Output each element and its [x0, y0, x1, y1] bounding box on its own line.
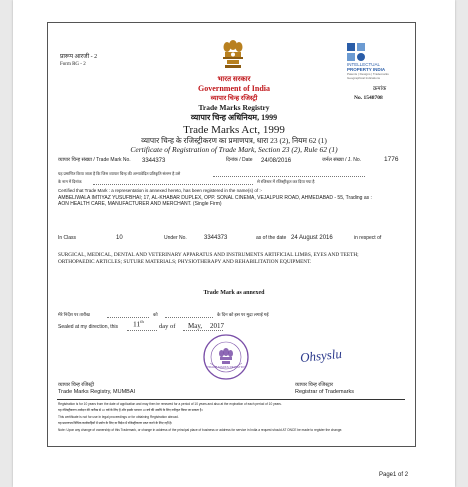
- owner-details: AMBELIWALA IMTIYAZ YUSUFBHAI; 17, AL-KHABAR DUPLEX, OPP. SONAL CINEMA, VEJALPUR ROAD, AHMEDABAD - 55, Trading as : AON HEALTH CARE, MANUFACTURER AND MERCHANT. (Single Firm): [58, 195, 372, 208]
- national-emblem-icon: [220, 38, 246, 72]
- left-sign-hindi: व्यापार चिन्ह रजिस्ट्री: [58, 383, 95, 388]
- certified-english: Certified that Trade Mark : a representation is annexed hereto, has been registered in the name(s) of :-: [58, 188, 263, 193]
- in-class-label: In Class: [58, 235, 77, 241]
- as-of-label: as of the date: [256, 235, 287, 241]
- government-hindi: भारत सरकार: [217, 75, 251, 83]
- class-value: 10: [116, 235, 123, 241]
- trade-mark-no-value: 3344373: [142, 158, 166, 164]
- form-label-english: Form RG - 2: [60, 62, 86, 67]
- right-sign-hindi: व्यापार चिन्ह रजिस्ट्रार: [295, 383, 334, 388]
- under-no-value: 3344373: [204, 235, 228, 241]
- certified-hindi-line3: से रजिस्टर में रजिस्ट्रीकृत कर दिया गया है: [257, 179, 315, 184]
- sealed-day-of: day of: [159, 323, 176, 330]
- ip-logo-line2: PROPERTY INDIA: [347, 67, 386, 72]
- as-of-value: 24 August 2016: [291, 235, 333, 241]
- note-legal-english: This certificate is not for use in legal proceedings or for obtaining Registration abroad.: [58, 415, 179, 419]
- registry-english: Trade Marks Registry: [198, 103, 270, 112]
- certificate-page: [13, 0, 455, 487]
- ip-logo-line1: INTELLECTUAL: [347, 62, 381, 67]
- certificate-english: Certificate of Registration of Trade Mark, Section 23 (2), Rule 62 (1): [130, 145, 338, 154]
- form-label-hindi: प्रारूप आरजी - 2: [60, 54, 98, 60]
- note-change-ownership: Note: Upon any change of ownership of this Trademark, or change in address of the principal place of business or address for service in India a request should AT ONCE be made to register the change.: [58, 428, 343, 432]
- government-english: Government of India: [198, 84, 270, 93]
- act-english: Trade Marks Act, 1999: [183, 124, 285, 136]
- left-sign-english: Trade Marks Registry, MUMBAI: [58, 389, 136, 395]
- registrar-signature: Ohsyslu: [299, 345, 343, 366]
- goods-description: SURGICAL, MEDICAL, DENTAL AND VETERINARY APPARATUS AND INSTRUMENTS ARTIFICIAL LIMBS, EYES AND TEETH; ORTHOPAEDIC ARTICLES; SUTURE MATERIALS; PHYSIOTHERAPY AND REHABILITATION EQUIPMENT.: [58, 252, 359, 265]
- certificate-hindi: व्यापार चिन्ह के रजिस्ट्रीकरण का प्रमाणपत्र, धारा 23 (2), नियम 62 (1): [141, 136, 327, 145]
- sealed-hindi-end: के दिन को इस पर मुद्रा लगाई गई: [217, 312, 269, 317]
- date-label: दिनांक / Date: [226, 157, 253, 163]
- in-respect-label: in respect of: [354, 235, 382, 241]
- ip-logo-line3: Patents | Designs | Trademarks: [347, 72, 389, 76]
- certified-hindi-line2: के नाम में दिनांक: [58, 179, 82, 184]
- act-hindi: व्यापार चिन्ह अधिनियम, 1999: [190, 113, 278, 122]
- note-legal-hindi: यह प्रमाणपत्र विधिक कार्यवाहियों में प्रयोग के लिए या विदेश में रजिस्ट्रीकरण प्राप्त करने के लिए नहीं है।: [58, 421, 173, 425]
- journal-label: जर्नल संख्या / J. No.: [322, 157, 361, 163]
- sealed-hindi-day: को: [153, 312, 158, 317]
- serial-label-hindi: क्रमांक: [373, 86, 387, 92]
- certified-hindi-line1: यह प्रमाणित किया जाता है कि जिस व्यापार चिन्ह की अभ्यावेदित प्रतिकृति संलग्न है उसे: [58, 171, 181, 176]
- trade-mark-no-label: व्यापार चिन्ह संख्या / Trade Mark No.: [58, 157, 131, 163]
- ip-logo-line4: Geographical Indications: [347, 76, 381, 80]
- registry-hindi: व्यापार चिन्ह रजिस्ट्री: [210, 95, 258, 102]
- sealed-month: May,: [188, 322, 203, 330]
- ip-india-logo-icon: [347, 43, 365, 61]
- journal-number: 1776: [384, 156, 399, 163]
- date-value: 24/08/2016: [261, 158, 292, 164]
- trade-mark-annexed: Trade Mark as annexed: [203, 290, 265, 296]
- serial-number: No. 1548708: [354, 95, 383, 101]
- under-no-label: Under No.: [164, 235, 187, 241]
- seal-text: TRADE MARKS REGISTRY: [207, 365, 245, 369]
- sealed-hindi: मेरे निर्देश पर तारीख: [58, 312, 90, 317]
- note-registration-english: Registration is for 10 years from the date of application and may then be renewed for a period of 10 years and also at the expiration of each period of 10 years.: [58, 402, 282, 406]
- page-number: Page1 of 2: [379, 472, 409, 478]
- official-seal-icon: [202, 333, 250, 381]
- sealed-year: 2017: [210, 322, 224, 330]
- sealed-english: Sealed at my direction, this: [58, 324, 119, 330]
- right-sign-english: Registrar of Trademarks: [295, 389, 354, 395]
- sealed-day: 11th: [133, 319, 144, 329]
- note-registration-hindi: यह रजिस्ट्रीकरण आवेदन की तारीख से 10 वर्ष के लिए है और इसके पश्चात 10 वर्ष की अवधि के लिए नवीकृत किया जा सकता है।: [58, 408, 203, 412]
